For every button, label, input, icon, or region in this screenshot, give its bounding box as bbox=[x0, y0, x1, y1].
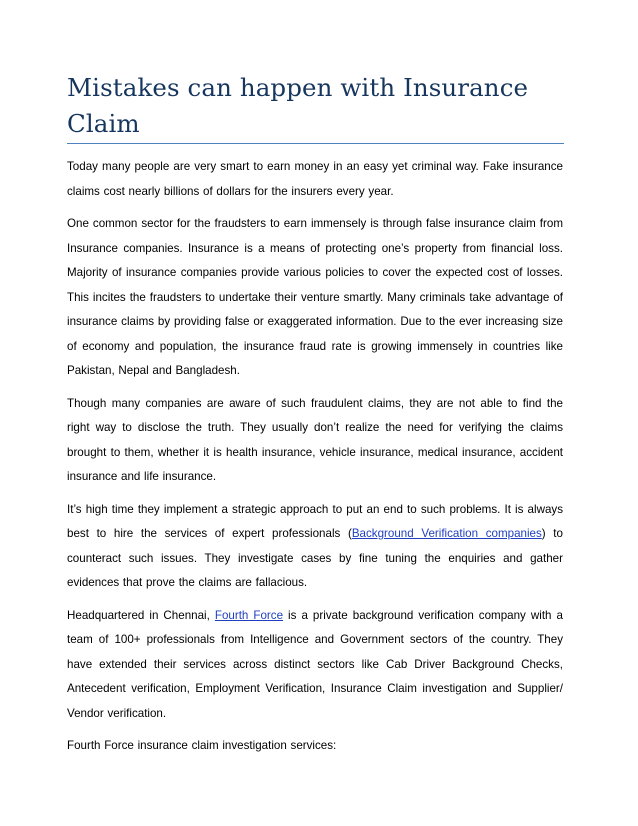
paragraph-text: It’s high time they implement a strategic approach to put an end to such problems. It is always best to hire the services of expert professionals ( bbox=[67, 502, 563, 540]
paragraph-text: Headquartered in Chennai, bbox=[67, 608, 215, 622]
paragraph-companies-aware: Though many companies are aware of such fraudulent claims, they are not able to find the right way to disclose the truth. They usually don’t realize the need for verifying the claims brought to them, whether it is health insurance, vehicle insurance, medical insurance, accident insurance and life insurance. bbox=[67, 396, 563, 483]
document-body bbox=[67, 155, 563, 767]
title-divider bbox=[67, 143, 564, 144]
paragraph-text: ) to counteract such issues. They investigate cases by fine tuning the enquiries and gather evidences that prove the claims are fallacious. bbox=[67, 527, 563, 589]
paragraph-strategic-approach bbox=[67, 498, 563, 596]
document-title: Mistakes can happen with Insurance Claim bbox=[67, 73, 529, 138]
paragraph-fraud-sector: One common sector for the fraudsters to earn immensely is through false insurance claim from Insurance companies. Insurance is a means of protecting one’s property from financial loss. Majority of insurance companies provide various policies to cover the expected cost of losses. This incites the fraudsters to undertake their venture smartly. Many criminals take advantage of insurance claims by providing false or exaggerated information. Due to the ever increasing size of economy and population, the insurance fraud rate is growing immensely in countries like Pakistan, Nepal and Bangladesh. bbox=[67, 217, 563, 377]
fourth-force-link[interactable]: Fourth Force bbox=[214, 608, 284, 622]
paragraph-headquarters bbox=[67, 604, 563, 727]
paragraph-intro: Today many people are very smart to earn money in an easy yet criminal way. Fake insurance claims cost nearly billions of dollars for the insurers every year. bbox=[67, 160, 563, 198]
background-verification-link[interactable]: Background Verification companies bbox=[351, 527, 542, 540]
paragraph-text: is a private background verification company with a team of 100+ professionals from Intelligence and Government sectors of the country. They have extended their services across distinct sectors like Cab Driver Background Checks, Antecedent verification, Employment Verification, Insurance Claim investigation and Supplier/ Vendor verification. bbox=[67, 608, 563, 720]
paragraph-services-heading: Fourth Force insurance claim investigation services: bbox=[67, 739, 337, 752]
